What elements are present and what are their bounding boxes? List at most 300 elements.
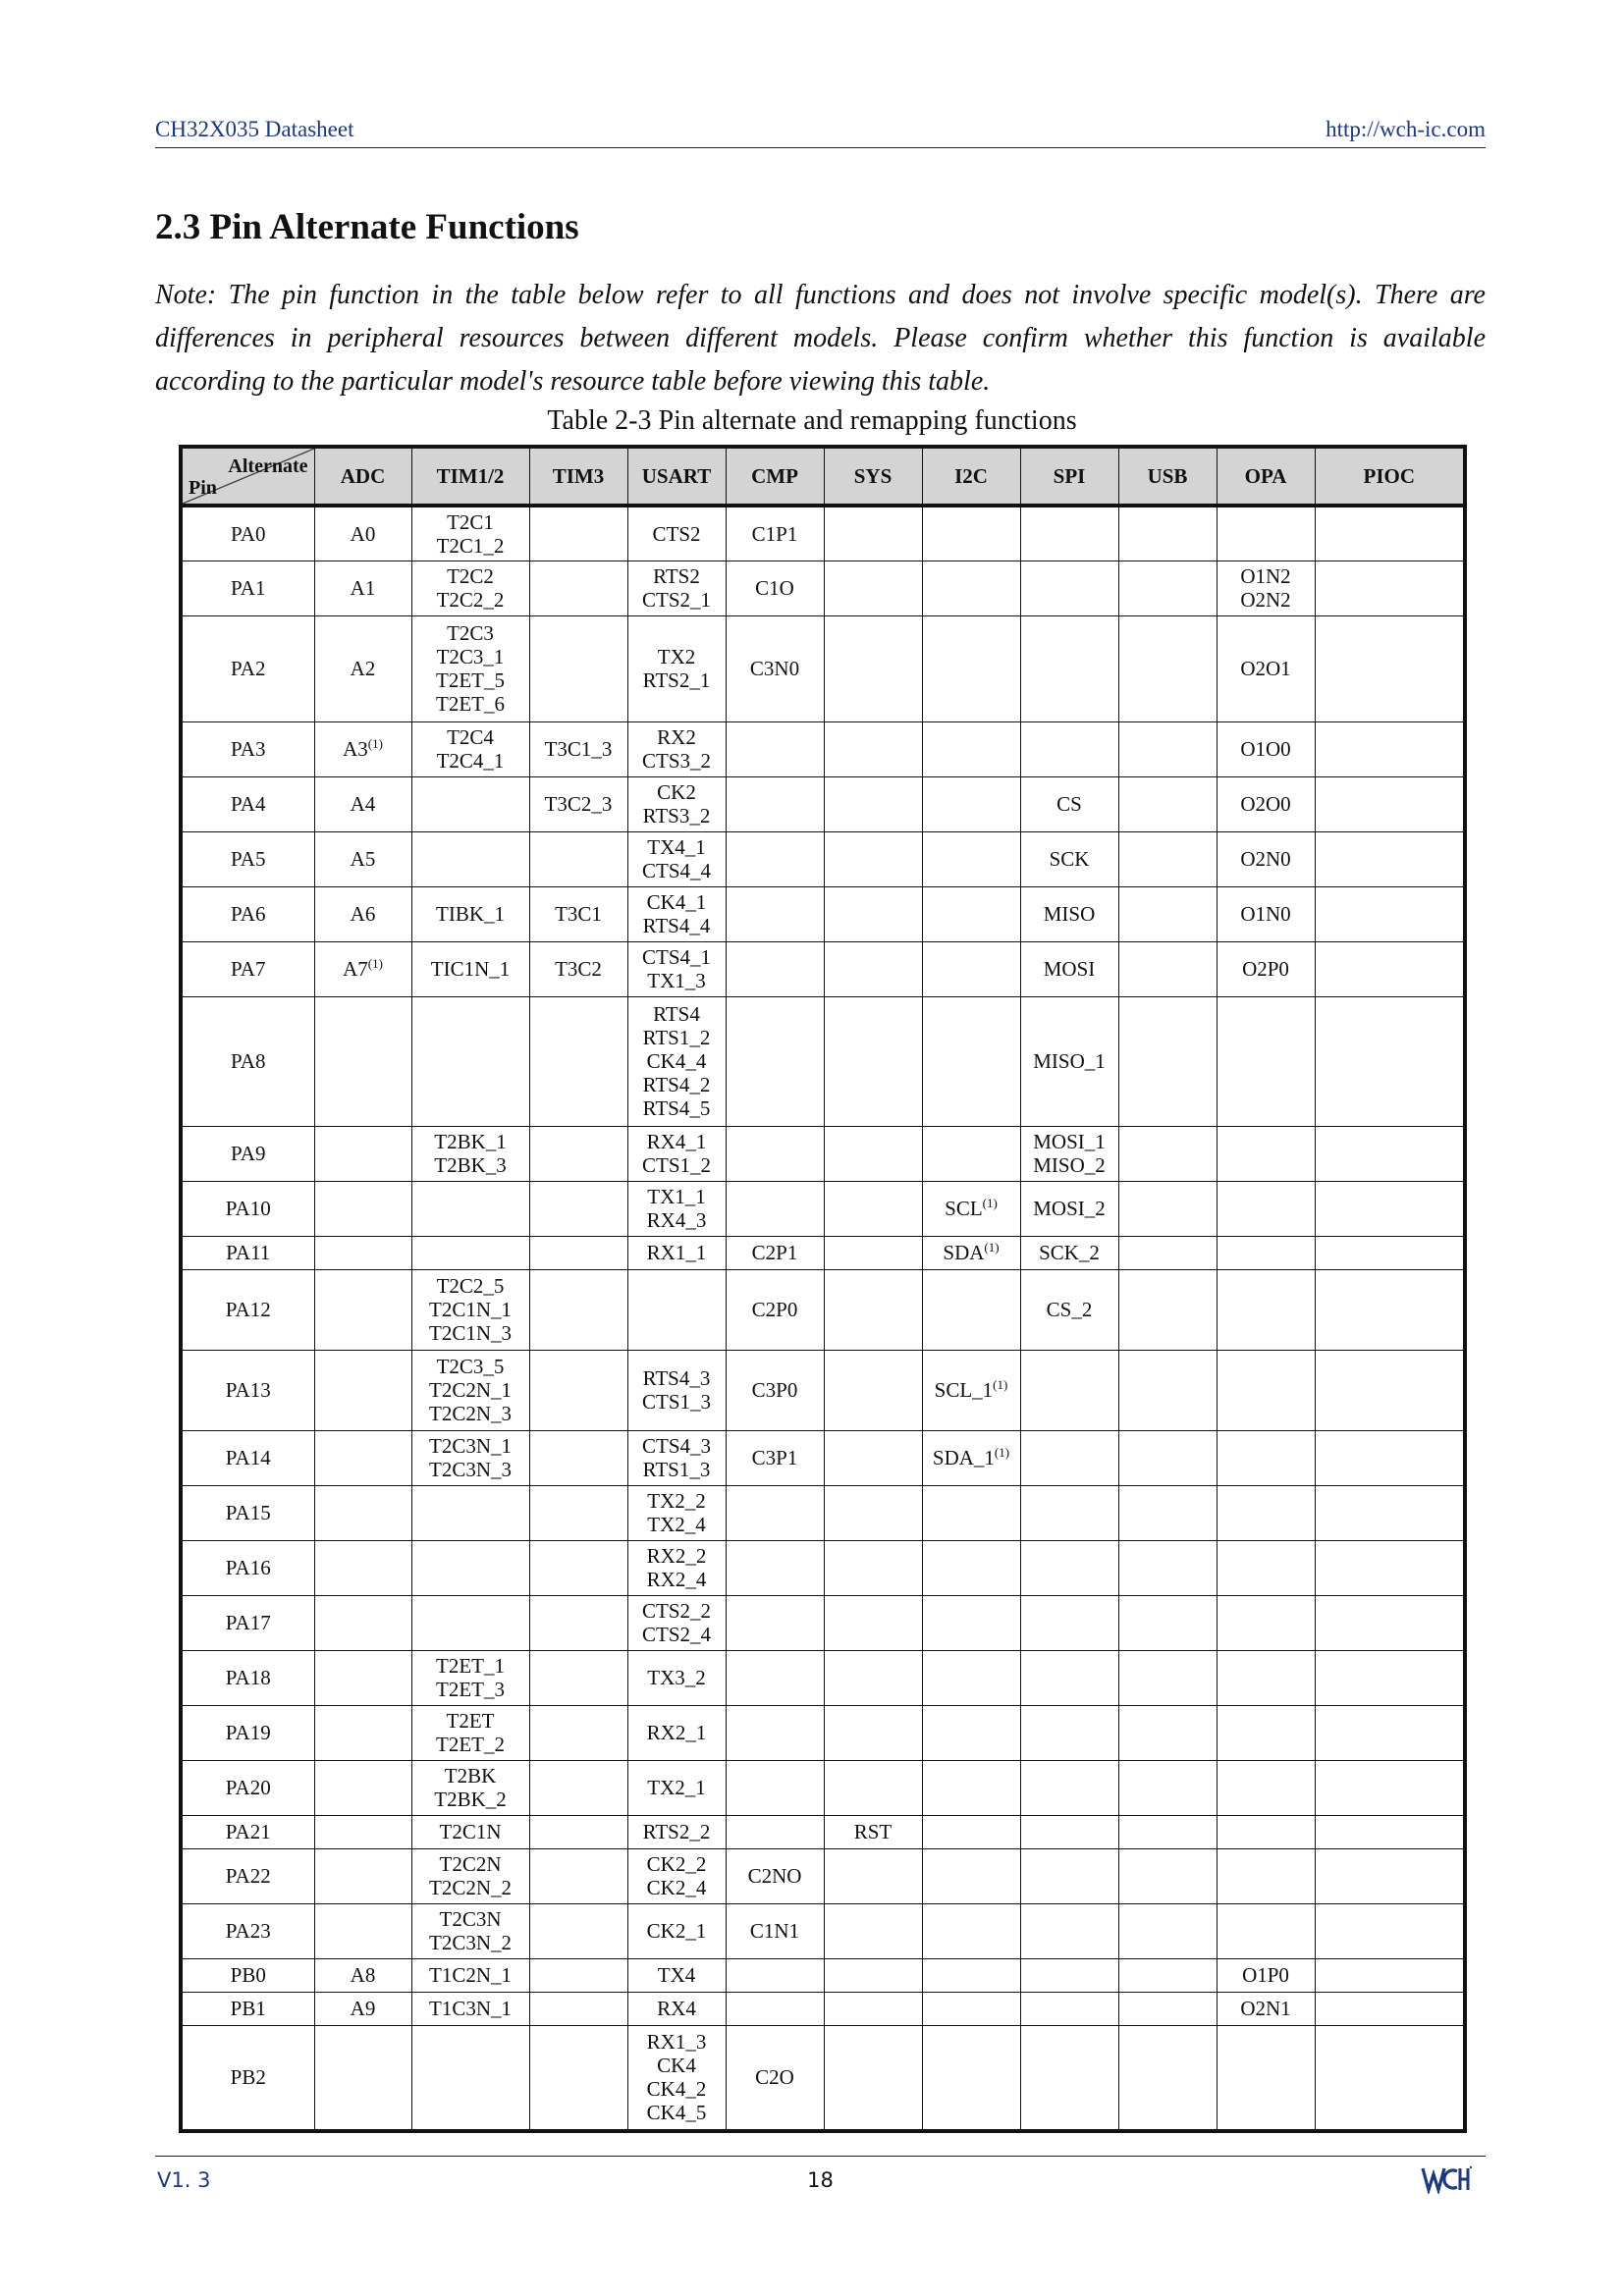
cell-pioc [1315, 561, 1465, 615]
cell-text: CS_2 [1046, 1298, 1093, 1321]
cell-i2c [922, 506, 1020, 561]
cell-text: SCK [1049, 847, 1090, 871]
cell-i2c [922, 1181, 1020, 1236]
cell-i2c [922, 996, 1020, 1126]
cell-spi [1020, 1848, 1118, 1903]
cell-tim12 [411, 831, 529, 886]
cell-adc [314, 1595, 411, 1650]
col-header-i2c: I2C [922, 447, 1020, 506]
cell-text: T2BK_2 [434, 1788, 507, 1811]
cell-adc [314, 1350, 411, 1430]
cell-tim12 [411, 1705, 529, 1760]
cell-tim3 [529, 886, 627, 941]
cell-text: T2C3_1 [436, 645, 505, 668]
cell-text: SCK_2 [1039, 1241, 1100, 1264]
cell-sys [824, 1992, 922, 2025]
cell-tim12 [411, 561, 529, 615]
cell-spi [1020, 1705, 1118, 1760]
cell-sys [824, 506, 922, 561]
cell-text: A9 [350, 1997, 376, 2020]
cell-adc [314, 1650, 411, 1705]
cell-usb [1118, 941, 1217, 996]
cell-sys [824, 615, 922, 721]
cell-cmp [726, 1540, 824, 1595]
cell-tim3 [529, 1430, 627, 1485]
cell-text: T2C3N_1 [429, 1434, 512, 1458]
cell-usb [1118, 1848, 1217, 1903]
pin-name-cell: PA15 [181, 1485, 314, 1540]
cell-tim3 [529, 941, 627, 996]
pin-name-cell: PA9 [181, 1126, 314, 1181]
cell-text: T2C2N_1 [429, 1378, 512, 1402]
cell-text: SCL$^{(1)}$ [945, 1196, 998, 1220]
pin-name-cell: PA3 [181, 721, 314, 776]
cell-sys [824, 1269, 922, 1350]
table-row [181, 886, 1465, 941]
cell-sys [824, 1815, 922, 1848]
cell-usart [627, 1903, 726, 1958]
pin-name-cell: PA13 [181, 1350, 314, 1430]
cell-spi [1020, 1181, 1118, 1236]
cell-tim12 [411, 1236, 529, 1269]
cell-text: C1N1 [749, 1919, 800, 1943]
cell-pioc [1315, 615, 1465, 721]
cell-i2c [922, 1650, 1020, 1705]
cell-tim3 [529, 506, 627, 561]
cell-usart [627, 886, 726, 941]
cell-pioc [1315, 1705, 1465, 1760]
cell-tim3 [529, 561, 627, 615]
cell-text: TX1_1 [647, 1185, 706, 1208]
cell-text: C1P1 [751, 521, 798, 546]
cell-i2c [922, 1903, 1020, 1958]
cell-text: CK2_2 [646, 1852, 707, 1876]
cell-usb [1118, 1540, 1217, 1595]
footnote-marker: (1) [984, 1240, 1000, 1255]
cell-tim3 [529, 1181, 627, 1236]
cell-i2c [922, 1126, 1020, 1181]
cell-adc [314, 1992, 411, 2025]
cell-cmp [726, 721, 824, 776]
cell-usb [1118, 1992, 1217, 2025]
cell-text: O1P0 [1242, 1963, 1289, 1987]
cell-usart [627, 1485, 726, 1540]
cell-text: CS [1056, 792, 1082, 816]
cell-i2c [922, 1236, 1020, 1269]
cell-tim3 [529, 615, 627, 721]
cell-adc [314, 561, 411, 615]
table-row [181, 561, 1465, 615]
cell-spi [1020, 1236, 1118, 1269]
cell-text: C1O [755, 576, 794, 600]
cell-i2c [922, 776, 1020, 831]
cell-usb [1118, 831, 1217, 886]
col-header-tim3: TIM3 [529, 447, 627, 506]
cell-text: RX2_1 [646, 1721, 707, 1744]
cell-sys [824, 1848, 922, 1903]
cell-usart [627, 831, 726, 886]
cell-sys [824, 1485, 922, 1540]
cell-text: T2C3_5 [436, 1355, 505, 1378]
cell-text: T2ET_1 [436, 1654, 505, 1678]
cell-spi [1020, 2025, 1118, 2131]
pin-name-cell: PA6 [181, 886, 314, 941]
cell-usart [627, 1430, 726, 1485]
cell-text: MISO_2 [1033, 1153, 1106, 1177]
cell-spi [1020, 831, 1118, 886]
cell-usb [1118, 1650, 1217, 1705]
cell-adc [314, 1815, 411, 1848]
cell-tim12 [411, 996, 529, 1126]
cell-usb [1118, 561, 1217, 615]
table-row [181, 1595, 1465, 1650]
cell-text: TX2_2 [647, 1489, 706, 1513]
cell-spi [1020, 1650, 1118, 1705]
cell-text: SDA_1$^{(1)}$ [932, 1445, 1010, 1469]
pin-name-cell: PA16 [181, 1540, 314, 1595]
cell-tim3 [529, 1236, 627, 1269]
cell-adc [314, 1903, 411, 1958]
cell-pioc [1315, 506, 1465, 561]
cell-cmp [726, 1903, 824, 1958]
cell-tim12 [411, 1430, 529, 1485]
cell-i2c [922, 721, 1020, 776]
cell-opa [1217, 1595, 1315, 1650]
cell-text: A5 [350, 847, 376, 871]
cell-opa [1217, 2025, 1315, 2131]
cell-text: T2C2_2 [436, 588, 505, 612]
cell-tim12 [411, 1485, 529, 1540]
cell-text: RX4_1 [646, 1130, 707, 1153]
cell-pioc [1315, 1236, 1465, 1269]
cell-usart [627, 2025, 726, 2131]
cell-opa [1217, 1760, 1315, 1815]
table-row [181, 941, 1465, 996]
cell-tim12 [411, 1650, 529, 1705]
pin-name-cell: PA19 [181, 1705, 314, 1760]
cell-adc [314, 1181, 411, 1236]
cell-adc [314, 1430, 411, 1485]
cell-spi [1020, 1595, 1118, 1650]
cell-spi [1020, 1958, 1118, 1992]
cell-pioc [1315, 1181, 1465, 1236]
cell-text: T2C3N_2 [429, 1931, 512, 1954]
cell-text: O1N2 [1240, 564, 1291, 588]
cell-tim3 [529, 1595, 627, 1650]
cell-pioc [1315, 1958, 1465, 1992]
cell-spi [1020, 1992, 1118, 2025]
cell-spi [1020, 721, 1118, 776]
cell-opa [1217, 1992, 1315, 2025]
cell-adc [314, 1760, 411, 1815]
footnote-marker: (1) [993, 1377, 1008, 1392]
cell-i2c [922, 1705, 1020, 1760]
cell-spi [1020, 776, 1118, 831]
pin-name-cell: PB0 [181, 1958, 314, 1992]
table-row [181, 776, 1465, 831]
cell-usart [627, 1760, 726, 1815]
cell-sys [824, 721, 922, 776]
cell-cmp [726, 886, 824, 941]
cell-text: RX4 [657, 1997, 696, 2020]
cell-text: T2C4_1 [436, 749, 505, 773]
cell-pioc [1315, 1350, 1465, 1430]
col-header-adc: ADC [314, 447, 411, 506]
cell-opa [1217, 561, 1315, 615]
cell-text: RTS3_2 [642, 804, 711, 828]
col-header-spi: SPI [1020, 447, 1118, 506]
cell-text: SDA$^{(1)}$ [943, 1240, 1000, 1264]
cell-text: CK4_2 [646, 2077, 707, 2102]
cell-text: TX4_1 [647, 835, 706, 859]
cell-pioc [1315, 1903, 1465, 1958]
cell-usart [627, 1236, 726, 1269]
cell-cmp [726, 1236, 824, 1269]
cell-text: T1C3N_1 [429, 1997, 512, 2020]
cell-pioc [1315, 1595, 1465, 1650]
cell-tim3 [529, 1705, 627, 1760]
cell-text: RTS1_3 [642, 1458, 711, 1481]
cell-tim3 [529, 1269, 627, 1350]
cell-tim3 [529, 1760, 627, 1815]
cell-usb [1118, 2025, 1217, 2131]
cell-usart [627, 506, 726, 561]
table-row [181, 1181, 1465, 1236]
cell-opa [1217, 1126, 1315, 1181]
cell-text: TX1_3 [647, 969, 706, 992]
cell-tim3 [529, 1126, 627, 1181]
cell-usart [627, 1958, 726, 1992]
cell-usart [627, 1595, 726, 1650]
cell-text: CTS2_4 [641, 1623, 711, 1646]
cell-opa [1217, 776, 1315, 831]
cell-cmp [726, 996, 824, 1126]
cell-adc [314, 1485, 411, 1540]
cell-text: CTS2_1 [641, 588, 711, 612]
cell-usb [1118, 1236, 1217, 1269]
cell-text: T2C1 [447, 509, 494, 534]
cell-pioc [1315, 1126, 1465, 1181]
cell-adc [314, 615, 411, 721]
cell-opa [1217, 1903, 1315, 1958]
cell-sys [824, 1650, 922, 1705]
cell-text: C3P1 [751, 1446, 798, 1469]
cell-i2c [922, 1595, 1020, 1650]
cell-opa [1217, 941, 1315, 996]
cell-text: C2P1 [751, 1241, 798, 1264]
cell-usb [1118, 1705, 1217, 1760]
cell-text: CTS4_4 [641, 859, 711, 882]
cell-usart [627, 1350, 726, 1430]
cell-usart [627, 1269, 726, 1350]
cell-tim12 [411, 1958, 529, 1992]
cell-text: CTS1_3 [641, 1390, 711, 1414]
cell-text: T2C1_2 [436, 533, 505, 558]
cell-text: T2C2N_2 [429, 1876, 512, 1899]
cell-usb [1118, 1595, 1217, 1650]
cell-usb [1118, 996, 1217, 1126]
cell-tim12 [411, 941, 529, 996]
pin-name-cell: PA18 [181, 1650, 314, 1705]
cell-usb [1118, 1430, 1217, 1485]
pin-name-cell: PA20 [181, 1760, 314, 1815]
cell-text: T2BK_3 [434, 1153, 507, 1177]
table-row [181, 996, 1465, 1126]
cell-cmp [726, 2025, 824, 2131]
cell-text: C2NO [747, 1864, 802, 1888]
cell-adc [314, 721, 411, 776]
cell-usb [1118, 1181, 1217, 1236]
table-row [181, 1269, 1465, 1350]
table-header-row [181, 447, 1465, 506]
cell-opa [1217, 1848, 1315, 1903]
cell-text: A3$^{(1)}$ [343, 736, 383, 761]
cell-opa [1217, 1430, 1315, 1485]
cell-cmp [726, 1430, 824, 1485]
cell-usb [1118, 1126, 1217, 1181]
cell-tim12 [411, 1760, 529, 1815]
cell-cmp [726, 1126, 824, 1181]
cell-cmp [726, 1485, 824, 1540]
table-row [181, 1485, 1465, 1540]
table-row [181, 1430, 1465, 1485]
table-row [181, 506, 1465, 561]
cell-text: TX3_2 [647, 1666, 706, 1689]
cell-text: CK2_4 [646, 1876, 707, 1899]
cell-opa [1217, 1485, 1315, 1540]
cell-i2c [922, 886, 1020, 941]
cell-text: T3C2_3 [544, 792, 613, 816]
corner-header-cell [181, 447, 314, 506]
note-line-3: according to the particular model's resource table before viewing this table. [155, 366, 991, 397]
cell-opa [1217, 615, 1315, 721]
cell-pioc [1315, 1269, 1465, 1350]
header-url[interactable]: http://wch-ic.com [1326, 117, 1486, 141]
col-header-usb: USB [1118, 447, 1217, 506]
cell-adc [314, 776, 411, 831]
cell-text: A0 [350, 521, 376, 546]
cell-i2c [922, 2025, 1020, 2131]
cell-text: CTS2_2 [641, 1599, 711, 1623]
cell-sys [824, 561, 922, 615]
cell-adc [314, 2025, 411, 2131]
cell-text: T2C1N [439, 1820, 502, 1843]
cell-tim3 [529, 831, 627, 886]
cell-opa [1217, 831, 1315, 886]
cell-i2c [922, 1350, 1020, 1430]
cell-usb [1118, 1958, 1217, 1992]
cell-text: RTS1_2 [642, 1026, 711, 1049]
cell-cmp [726, 506, 824, 561]
cell-text: O1O0 [1240, 737, 1291, 761]
cell-spi [1020, 1126, 1118, 1181]
cell-text: TIC1N_1 [430, 957, 511, 981]
cell-adc [314, 996, 411, 1126]
page-header [155, 114, 1486, 148]
pin-name-cell: PA2 [181, 615, 314, 721]
page-footer [155, 2156, 1486, 2196]
cell-i2c [922, 1269, 1020, 1350]
table-row [181, 1126, 1465, 1181]
table-row [181, 1236, 1465, 1269]
cell-adc [314, 1126, 411, 1181]
table-row [181, 1903, 1465, 1958]
cell-i2c [922, 1815, 1020, 1848]
pin-name-cell: PA7 [181, 941, 314, 996]
cell-text: TX2_4 [647, 1513, 706, 1536]
cell-tim12 [411, 1540, 529, 1595]
cell-text: CTS4_3 [641, 1434, 711, 1458]
cell-tim3 [529, 1958, 627, 1992]
cell-i2c [922, 1760, 1020, 1815]
cell-usart [627, 1815, 726, 1848]
col-header-sys: SYS [824, 447, 922, 506]
footnote-marker: (1) [982, 1196, 998, 1210]
cell-text: RTS4_4 [642, 914, 711, 937]
cell-text: RX2_4 [646, 1568, 707, 1591]
cell-sys [824, 2025, 922, 2131]
cell-pioc [1315, 996, 1465, 1126]
cell-spi [1020, 1485, 1118, 1540]
cell-tim3 [529, 776, 627, 831]
pin-name-cell: PA1 [181, 561, 314, 615]
cell-opa [1217, 886, 1315, 941]
cell-text: T1C2N_1 [429, 1963, 512, 1987]
cell-i2c [922, 941, 1020, 996]
cell-text: T2C3 [447, 621, 494, 645]
cell-text: TX2_1 [647, 1776, 706, 1799]
pin-name-cell: PA11 [181, 1236, 314, 1269]
cell-text: T3C1_3 [544, 737, 613, 761]
cell-opa [1217, 1650, 1315, 1705]
cell-pioc [1315, 776, 1465, 831]
cell-adc [314, 886, 411, 941]
cell-usart [627, 561, 726, 615]
note-line-2: differences in peripheral resources between different models. Please confirm whether this function is available [155, 323, 1486, 353]
cell-text: O2N2 [1240, 588, 1291, 612]
cell-text: RTS2_2 [642, 1820, 711, 1843]
cell-text: T2ET_5 [436, 668, 505, 692]
cell-usart [627, 1705, 726, 1760]
cell-opa [1217, 1181, 1315, 1236]
cell-usart [627, 721, 726, 776]
cell-tim3 [529, 2025, 627, 2131]
cell-pioc [1315, 831, 1465, 886]
cell-sys [824, 1540, 922, 1595]
cell-sys [824, 1958, 922, 1992]
cell-usb [1118, 1269, 1217, 1350]
cell-usart [627, 1848, 726, 1903]
table-row [181, 615, 1465, 721]
cell-cmp [726, 1992, 824, 2025]
cell-text: A8 [350, 1963, 376, 1987]
cell-text: RX1_1 [646, 1241, 707, 1264]
cell-text: CTS4_1 [641, 945, 711, 969]
cell-cmp [726, 561, 824, 615]
cell-cmp [726, 1815, 824, 1848]
cell-text: O2O0 [1240, 792, 1291, 816]
cell-spi [1020, 615, 1118, 721]
header-doc-title: CH32X035 Datasheet [155, 117, 354, 141]
cell-spi [1020, 941, 1118, 996]
cell-cmp [726, 1958, 824, 1992]
section-title: 2.3 Pin Alternate Functions [155, 207, 579, 247]
cell-text: MOSI [1043, 957, 1096, 981]
cell-text: T2C2N [439, 1852, 502, 1876]
cell-tim3 [529, 1848, 627, 1903]
cell-text: C2O [755, 2065, 794, 2090]
cell-usart [627, 1650, 726, 1705]
